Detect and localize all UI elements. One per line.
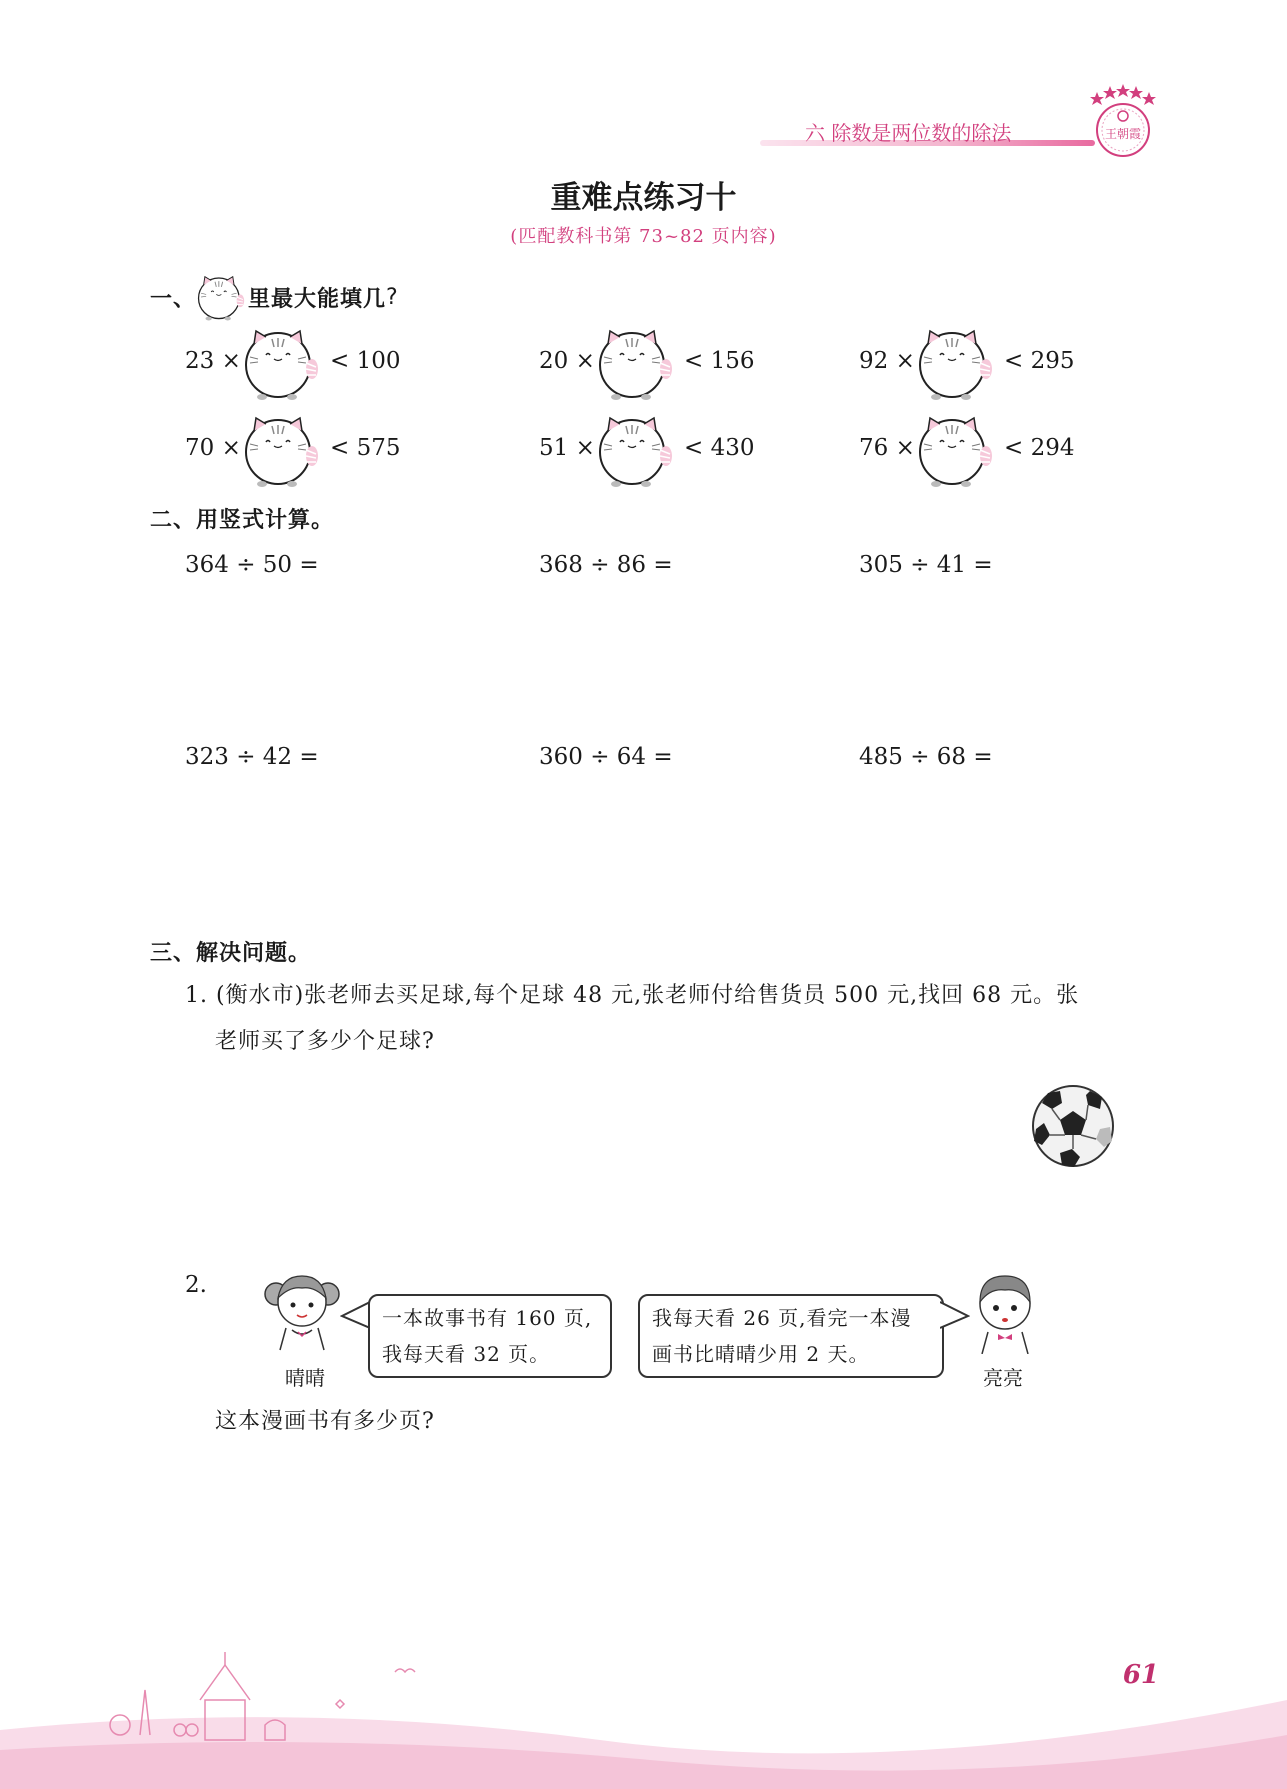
boy-speech-bubble [638, 1294, 944, 1378]
boy-bubble-line1: 我每天看 26 页,看完一本漫 [652, 1306, 912, 1330]
chapter-title: 六 除数是两位数的除法 [805, 121, 1012, 145]
s1-problem-2-right: < 156 [684, 348, 755, 374]
cat-answer-blank-3[interactable] [916, 325, 998, 401]
cat-answer-blank-2[interactable] [596, 325, 678, 401]
cat-answer-blank-5[interactable] [596, 412, 678, 488]
section2-heading: 二、用竖式计算。 [150, 508, 335, 533]
s2-problem-4: 323 ÷ 42 = [185, 744, 319, 770]
section1-heading [150, 272, 399, 322]
boy-bubble-tail [940, 1300, 970, 1330]
page-title: 重难点练习十 [550, 180, 737, 216]
girl-name: 晴晴 [285, 1366, 325, 1390]
s1-problem-1-right: < 100 [330, 348, 401, 374]
footer-decoration [0, 1640, 1287, 1789]
section3-heading: 三、解决问题。 [150, 941, 312, 966]
cat-answer-blank-1[interactable] [242, 325, 324, 401]
boy-liangliang-illustration [970, 1270, 1040, 1354]
q1-text-line2: 老师买了多少个足球? [215, 1029, 435, 1054]
section1-prefix: 一、 [150, 286, 197, 312]
brand-logo [1075, 78, 1165, 160]
cat-circle-icon [196, 272, 248, 322]
girl-bubble-line1: 一本故事书有 160 页, [382, 1306, 593, 1330]
girl-speech-bubble [368, 1294, 612, 1378]
s2-problem-3: 305 ÷ 41 = [859, 552, 993, 578]
q1-text-line1: 1. (衡水市)张老师去买足球,每个足球 48 元,张老师付给售货员 500 元,找回 68 元。张 [185, 983, 1080, 1008]
girl-qingqing-illustration [262, 1268, 342, 1352]
boy-name: 亮亮 [983, 1366, 1023, 1390]
boy-bubble-line2: 画书比晴晴少用 2 天。 [652, 1342, 870, 1366]
s1-problem-2-left: 20 × [539, 348, 595, 374]
q2-question: 这本漫画书有多少页? [215, 1409, 435, 1434]
section1-title: 里最大能填几 [248, 286, 387, 312]
section1-qmark: ? [386, 284, 399, 310]
s1-problem-4-left: 70 × [185, 435, 241, 461]
q2-number: 2. [185, 1272, 207, 1298]
girl-bubble-line2: 我每天看 32 页。 [382, 1342, 551, 1366]
s1-problem-1-left: 23 × [185, 348, 241, 374]
logo-text: 王朝霞 [1104, 127, 1142, 141]
girl-bubble-tail [340, 1300, 370, 1330]
s2-problem-1: 364 ÷ 50 = [185, 552, 319, 578]
page-subtitle: (匹配教科书第 73~82 页内容) [510, 226, 777, 247]
s2-problem-6: 485 ÷ 68 = [859, 744, 993, 770]
s1-problem-5-left: 51 × [539, 435, 595, 461]
s1-problem-3-left: 92 × [859, 348, 915, 374]
s1-problem-4-right: < 575 [330, 435, 401, 461]
s1-problem-3-right: < 295 [1004, 348, 1075, 374]
page-number: 61 [1122, 1660, 1159, 1690]
cat-answer-blank-6[interactable] [916, 412, 998, 488]
soccer-ball-icon [1030, 1083, 1116, 1169]
s1-problem-6-left: 76 × [859, 435, 915, 461]
cat-answer-blank-4[interactable] [242, 412, 324, 488]
s1-problem-6-right: < 294 [1004, 435, 1075, 461]
s1-problem-5-right: < 430 [684, 435, 755, 461]
s2-problem-2: 368 ÷ 86 = [539, 552, 673, 578]
s2-problem-5: 360 ÷ 64 = [539, 744, 673, 770]
